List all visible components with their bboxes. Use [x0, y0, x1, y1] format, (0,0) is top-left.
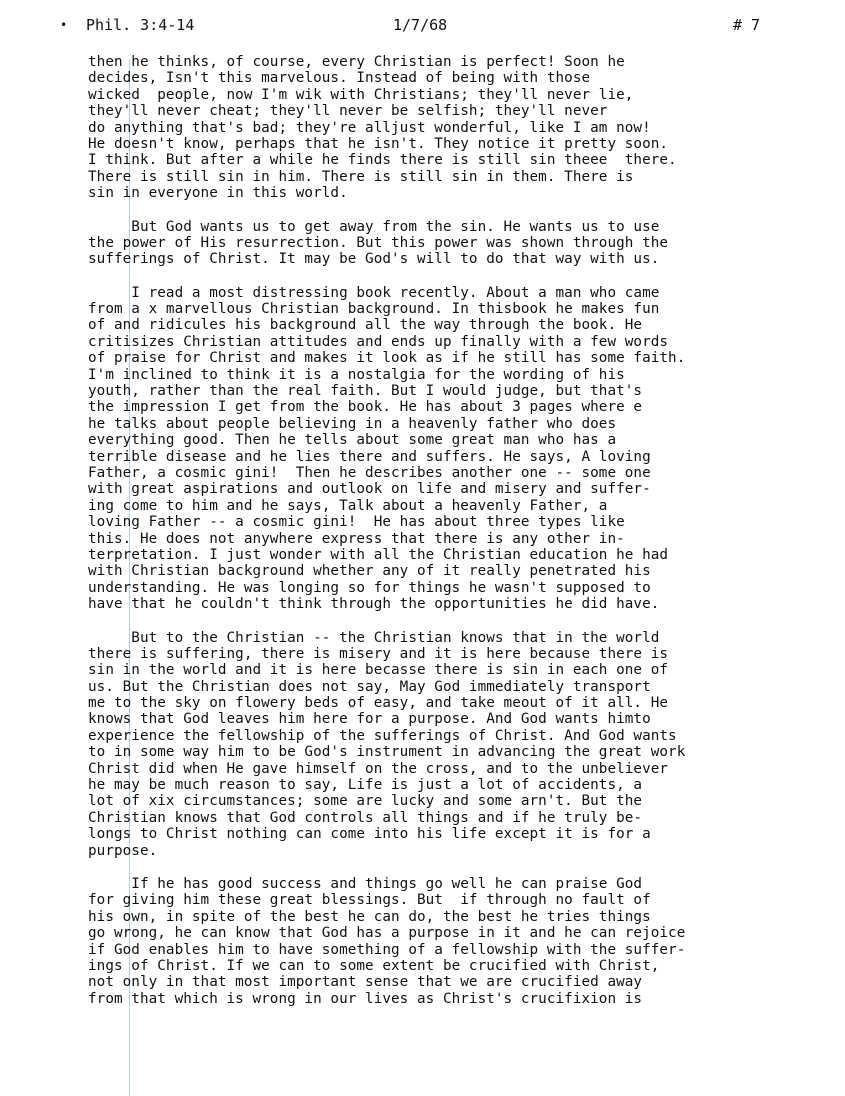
text-line: from a x marvellous Christian background. In thisbook he makes fun — [88, 301, 660, 318]
text-line: this. He does not anywhere express that there is any other in- — [88, 530, 625, 547]
text-line: have that he couldn't think through the opportunities he did have. — [88, 596, 660, 613]
text-line: critisizes Christian attitudes and ends up finally with a few words — [88, 333, 669, 350]
text-line: the impression I get from the book. He has about 3 pages where e — [88, 399, 643, 416]
text-line: from that which is wrong in our lives as Christ's crucifixion is — [88, 990, 643, 1007]
scripture-reference: Phil. 3:4-14 — [86, 16, 195, 34]
text-line: loving Father -- a cosmic gini! He has about three types like — [88, 514, 625, 531]
text-line: to in some way him to be God's instrument in advancing the great work — [88, 744, 686, 761]
text-line: youth, rather than the real faith. But I would judge, but that's — [88, 383, 643, 400]
paragraph — [88, 219, 833, 268]
paragraph — [88, 630, 833, 859]
text-line: But God wants us to get away from the sin. He wants us to use — [88, 218, 660, 235]
text-line: if God enables him to have something of a fellowship with the suffer- — [88, 941, 686, 958]
text-line: he may be much reason to say, Life is just a lot of accidents, a — [88, 777, 643, 794]
text-line: for giving him these great blessings. But if through no fault of — [88, 892, 651, 909]
page-number: # 7 — [733, 16, 761, 34]
text-line: knows that God leaves him here for a purpose. And God wants himto — [88, 711, 651, 728]
text-line: I think. But after a while he finds there is still sin theee there. — [88, 152, 677, 169]
text-line: then he thinks, of course, every Christian is perfect! Soon he — [88, 54, 625, 70]
text-line: understanding. He was longing so for things he wasn't supposed to — [88, 579, 651, 596]
text-line: But to the Christian -- the Christian knows that in the world — [88, 629, 660, 646]
text-line: of and ridicules his background all the way through the book. He — [88, 317, 643, 334]
text-line: his own, in spite of the best he can do, the best he tries things — [88, 908, 651, 925]
paragraph — [88, 876, 833, 1007]
text-line: I'm inclined to think it is a nostalgia for the wording of his — [88, 366, 625, 383]
text-line: not only in that most important sense that we are crucified away — [88, 974, 643, 991]
text-line: There is still sin in him. There is still sin in them. There is — [88, 168, 634, 185]
text-line: terrible disease and he lies there and suffers. He says, A loving — [88, 448, 651, 465]
text-line: the power of His resurrection. But this power was shown through the — [88, 234, 669, 251]
text-line: everything good. Then he tells about some great man who has a — [88, 432, 617, 449]
text-line: longs to Christ nothing can come into his life except it is for a — [88, 826, 651, 843]
text-line: us. But the Christian does not say, May God immediately transport — [88, 678, 651, 695]
text-line: he talks about people believing in a heavenly father who does — [88, 415, 617, 432]
text-line: sin in the world and it is here becasse there is sin in each one of — [88, 662, 669, 679]
text-line: of praise for Christ and makes it look as if he still has some faith. — [88, 350, 686, 367]
text-line: with great aspirations and outlook on life and misery and suffer- — [88, 481, 651, 498]
text-line: ing come to him and he says, Talk about a heavenly Father, a — [88, 497, 608, 514]
text-line: they'll never cheat; they'll never be selfish; they'll never — [88, 103, 608, 120]
text-line: Christ did when He gave himself on the cross, and to the unbeliever — [88, 760, 669, 777]
paragraph — [88, 285, 833, 613]
text-line: sufferings of Christ. It may be God's will to do that way with us. — [88, 251, 660, 268]
text-line: If he has good success and things go well he can praise God — [88, 875, 643, 892]
text-line: there is suffering, there is misery and it is here because there is — [88, 645, 669, 662]
text-line: I read a most distressing book recently. About a man who came — [88, 284, 660, 301]
body-text — [88, 54, 833, 1024]
text-line: with Christian background whether any of it really penetrated his — [88, 563, 651, 580]
text-line: do anything that's bad; they're alljust wonderful, like I am now! — [88, 119, 651, 136]
paragraph — [88, 54, 833, 202]
text-line: ings of Christ. If we can to some extent be crucified with Christ, — [88, 957, 660, 974]
text-line: sin in everyone in this world. — [88, 185, 348, 202]
page-header — [0, 16, 845, 38]
text-line: go wrong, he can know that God has a purpose in it and he can rejoice — [88, 925, 686, 942]
header-date: 1/7/68 — [393, 16, 448, 34]
text-line: lot of xix circumstances; some are lucky and some arn't. But the — [88, 793, 643, 810]
text-line: wicked people, now I'm wik with Christians; they'll never lie, — [88, 86, 634, 103]
text-line: He doesn't know, perhaps that he isn't. They notice it pretty soon. — [88, 135, 669, 152]
text-line: me to the sky on flowery beds of easy, and take meout of it all. He — [88, 695, 669, 712]
text-line: experience the fellowship of the sufferings of Christ. And God wants — [88, 727, 677, 744]
text-line: decides, Isn't this marvelous. Instead of being with those — [88, 70, 591, 87]
text-line: Father, a cosmic gini! Then he describes another one -- some one — [88, 464, 651, 481]
text-line: Christian knows that God controls all things and if he truly be- — [88, 809, 643, 826]
header-bullet: • — [60, 18, 68, 32]
text-line: terpretation. I just wonder with all the Christian education he had — [88, 546, 669, 563]
text-line: purpose. — [88, 842, 158, 859]
